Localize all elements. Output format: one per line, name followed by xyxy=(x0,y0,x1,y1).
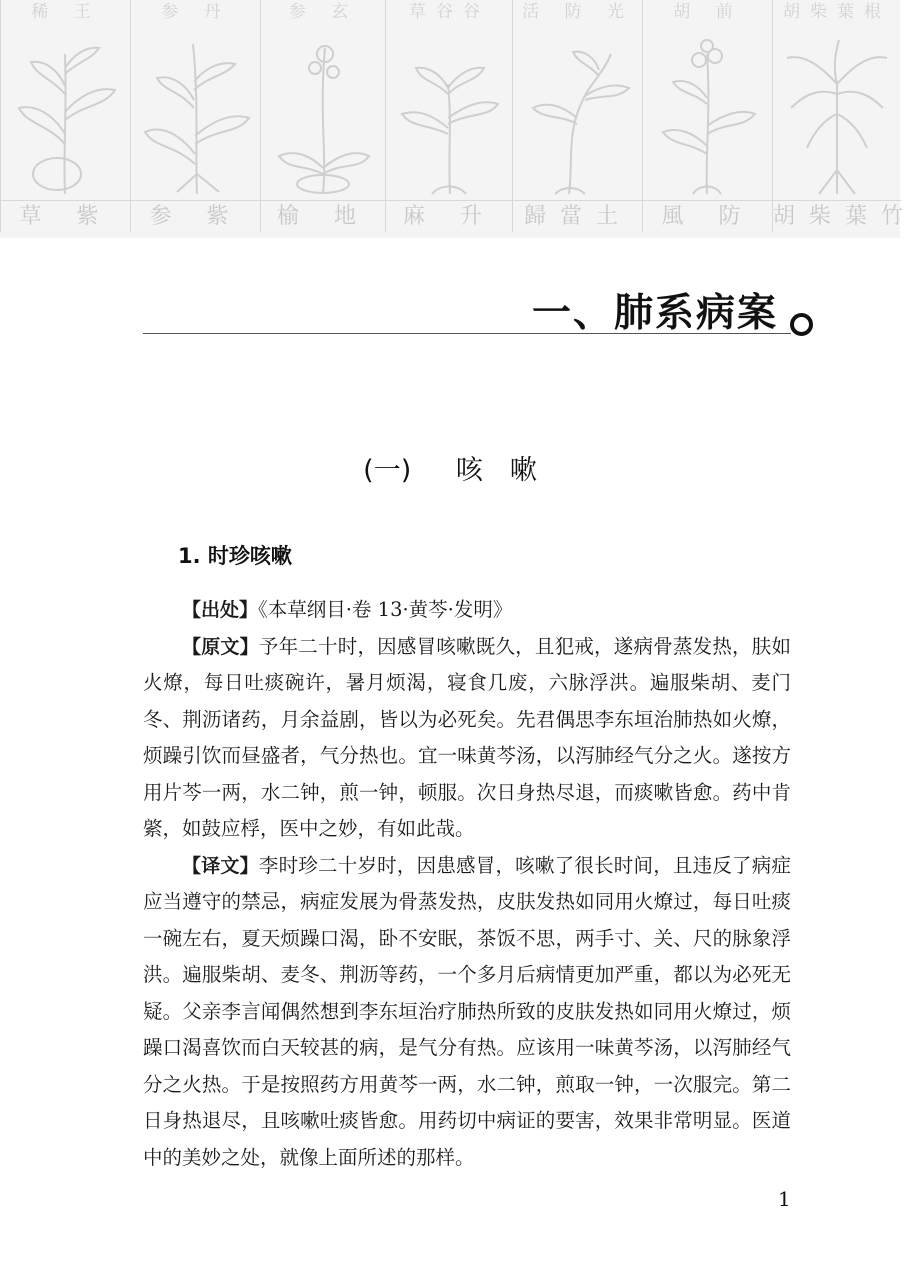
herb-panel-name: 参 紫 xyxy=(131,200,261,233)
section-title: (一) 咳 嗽 xyxy=(363,455,537,486)
herb-panel xyxy=(130,0,261,232)
case-body xyxy=(143,592,791,1176)
herb-panel-name: 歸當土 xyxy=(513,200,643,233)
source-label: 【出处】 xyxy=(182,599,259,621)
herbal-illustration-banner xyxy=(0,0,917,238)
translation-text: 李时珍二十岁时，因患感冒，咳嗽了很长时间，且违反了病症应当遵守的禁忌，病症发展为骨蒸发热，皮肤发热如同用火燎过，每日吐痰一碗左右，夏天烦躁口渴，卧不安眠，茶饭不思，两手寸、关、尺的脉象浮洪。遍服柴胡、麦冬、荆沥等药，一个多月后病情更加严重，都以为必死无疑。父亲李言闻偶然想到李东垣治疗肺热所致的皮肤发热如同用火燎过，烦躁口渴喜饮而白天较甚的病，是气分有热。应该用一味黄芩汤，以泻肺经气分之火热。于是按照药方用黄芩一两，水二钟，煎取一钟，一次服完。第二日身热退尽，且咳嗽吐痰皆愈。用药切中病证的要害，效果非常明显。医道中的美妙之处，就像上面所述的那样。 xyxy=(143,853,791,1169)
herb-drawing xyxy=(779,24,895,196)
herb-drawing xyxy=(649,24,767,196)
herb-panel-top-label: 草谷谷 xyxy=(409,2,490,22)
source-text: 《本草纲目·卷 13·黄芩·发明》 xyxy=(258,598,513,621)
herb-panel-top-label: 活 防 光 xyxy=(522,2,634,22)
herb-drawing xyxy=(7,24,125,196)
herb-panel-name: 風 防 xyxy=(643,200,773,233)
herb-panel xyxy=(512,0,643,232)
herb-panel-name: 胡柴葉竹 xyxy=(773,200,901,233)
herb-panel-top-label: 胡 前 xyxy=(673,2,743,22)
original-label: 【原文】 xyxy=(182,635,259,658)
herb-panel xyxy=(0,0,131,232)
source-paragraph xyxy=(143,592,791,629)
herb-drawing xyxy=(267,24,379,196)
chapter-divider xyxy=(143,333,791,334)
chapter-marker-icon xyxy=(790,313,813,336)
herb-panel-name: 草 紫 xyxy=(1,200,131,233)
case-title: 1. 时珍咳嗽 xyxy=(178,544,292,568)
chapter-title: 一、肺系病案 xyxy=(531,291,778,336)
herb-drawing xyxy=(392,24,506,196)
herb-panel xyxy=(260,0,386,232)
page-number: 1 xyxy=(778,1187,791,1211)
herb-panel-top-label: 参 丹 xyxy=(161,2,231,22)
herb-panel-name: 榆 地 xyxy=(261,200,386,233)
herb-drawing xyxy=(137,24,255,196)
herb-panel-name: 麻 升 xyxy=(386,200,513,233)
herb-panel-top-label: 参 玄 xyxy=(288,2,359,22)
herb-panel-top-label: 胡柴葉根 xyxy=(783,2,891,22)
translation-label: 【译文】 xyxy=(182,854,259,877)
herb-panel xyxy=(642,0,773,232)
herb-panel xyxy=(385,0,513,232)
original-text: 予年二十时，因感冒咳嗽既久，且犯戒，遂病骨蒸发热，肤如火燎，每日吐痰碗许，暑月烦渴，寝食几废，六脉浮洪。遍服柴胡、麦门冬、荆沥诸药，月余益剧，皆以为必死矣。先君偶思李东垣治肺热如火燎，烦躁引饮而昼盛者，气分热也。宜一味黄芩汤，以泻肺经气分之火。遂按方用片芩一两，水二钟，煎一钟，顿服。次日身热尽退，而痰嗽皆愈。药中肯綮，如鼓应桴，医中之妙，有如此哉。 xyxy=(143,634,791,840)
herb-panel xyxy=(772,0,917,232)
original-paragraph xyxy=(143,629,791,848)
herb-drawing xyxy=(519,24,637,196)
herb-panel-top-label: 稀 王 xyxy=(31,2,101,22)
translation-paragraph xyxy=(143,848,791,1177)
